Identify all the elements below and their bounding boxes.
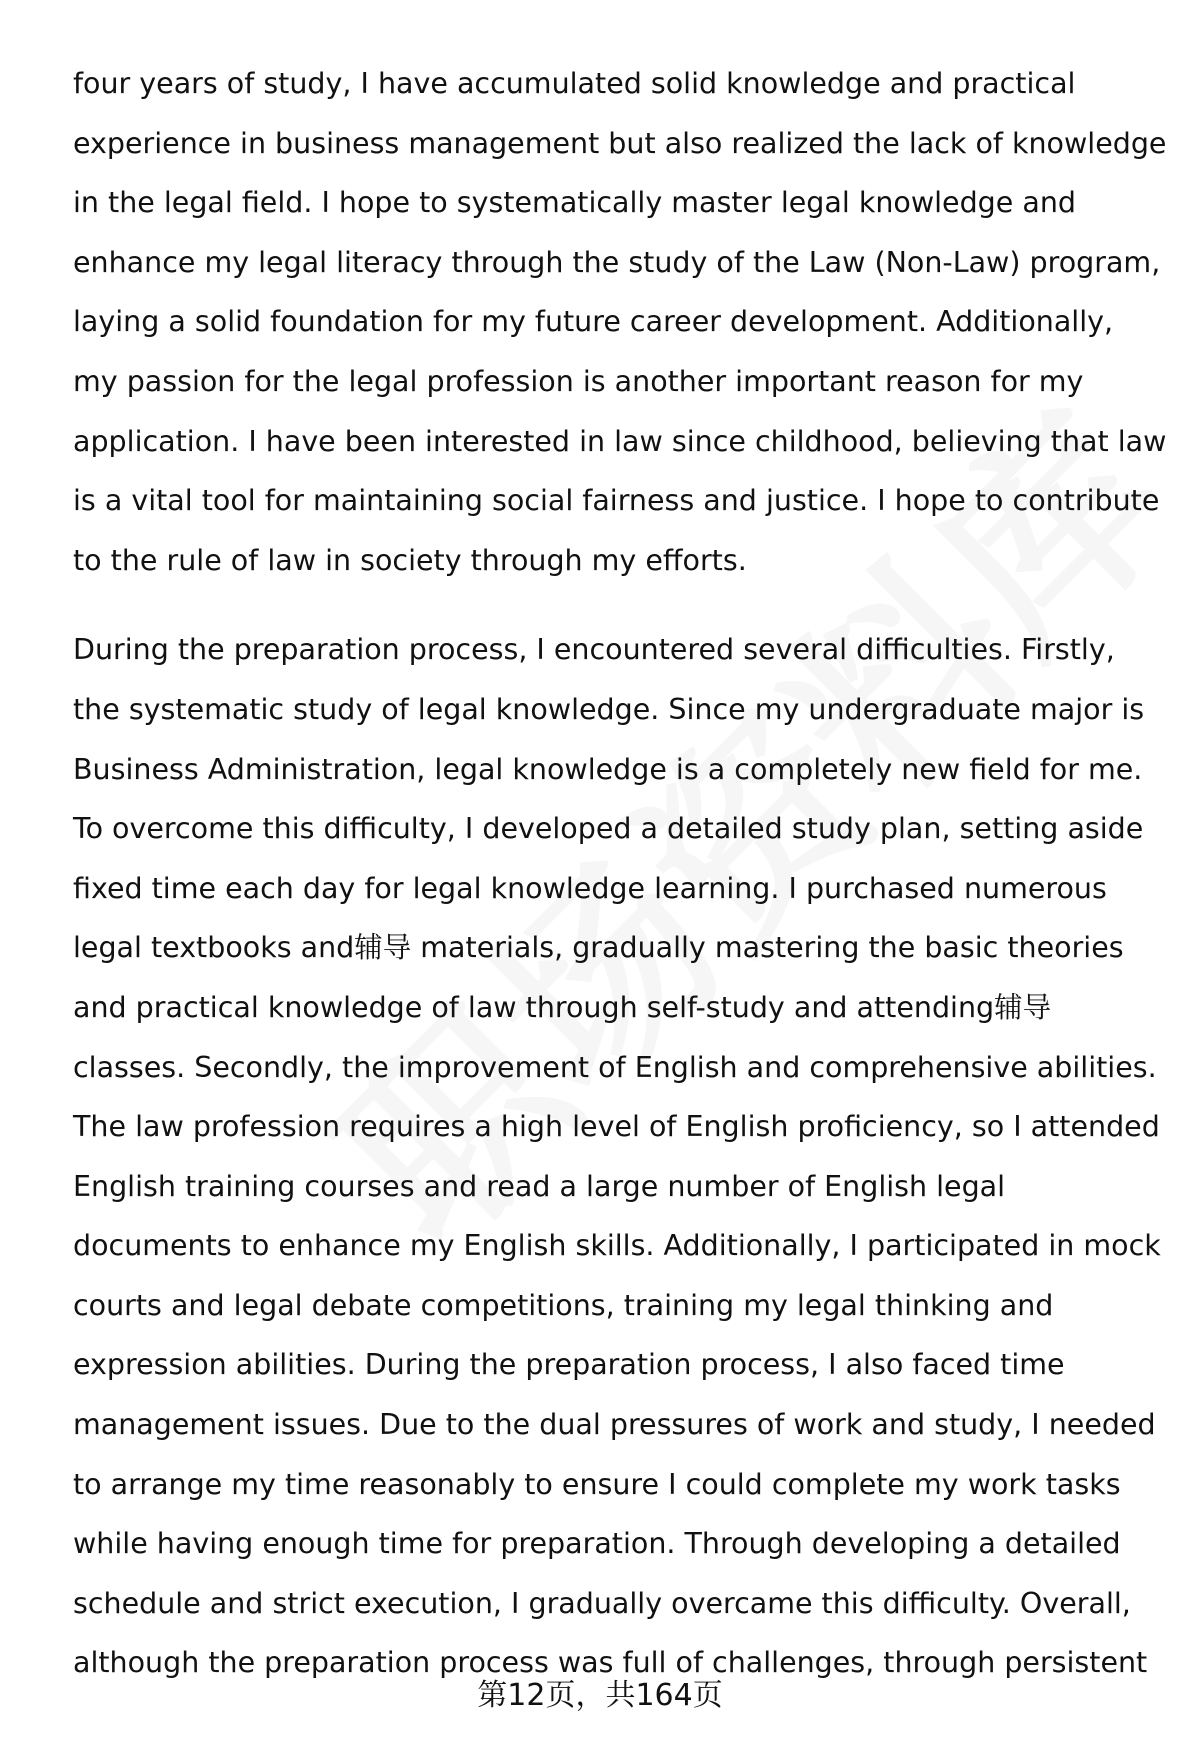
text-line: documents to enhance my English skills. Additionally, I participated in mock bbox=[73, 1229, 1161, 1263]
text-line: To overcome this difficulty, I developed a detailed study plan, setting aside bbox=[73, 812, 1144, 846]
text-line: courts and legal debate competitions, training my legal thinking and bbox=[73, 1288, 1054, 1322]
text-line: and practical knowledge of law through self-study and attending辅导 bbox=[73, 990, 1052, 1024]
text-line: application. I have been interested in law since childhood, believing that law bbox=[73, 424, 1167, 458]
document-body bbox=[73, 54, 1167, 1693]
text-line: although the preparation process was full of challenges, through persistent bbox=[73, 1646, 1148, 1680]
text-line: laying a solid foundation for my future career development. Additionally, bbox=[73, 305, 1114, 339]
text-line: four years of study, I have accumulated solid knowledge and practical bbox=[73, 67, 1076, 100]
text-line: fixed time each day for legal knowledge learning. I purchased numerous bbox=[73, 871, 1107, 905]
text-line: expression abilities. During the preparation process, I also faced time bbox=[73, 1348, 1065, 1382]
paragraph-1 bbox=[73, 54, 1167, 590]
text-line: schedule and strict execution, I gradually overcame this difficulty. Overall, bbox=[73, 1586, 1131, 1620]
paragraph-2 bbox=[73, 620, 1163, 1693]
page-number-footer: 第12页，共164页 bbox=[477, 1678, 723, 1713]
text-line: the systematic study of legal knowledge. Since my undergraduate major is bbox=[73, 692, 1145, 726]
paragraph-spacer bbox=[73, 590, 1163, 620]
text-line: legal textbooks and辅导 materials, gradually mastering the basic theories bbox=[73, 931, 1124, 965]
text-line: my passion for the legal profession is another important reason for my bbox=[73, 364, 1084, 398]
text-line: is a vital tool for maintaining social fairness and justice. I hope to contribute bbox=[73, 484, 1160, 518]
text-line: experience in business management but also realized the lack of knowledge bbox=[73, 126, 1167, 160]
text-line: to arrange my time reasonably to ensure I could complete my work tasks bbox=[73, 1467, 1121, 1501]
text-line: During the preparation process, I encountered several difficulties. Firstly, bbox=[73, 633, 1115, 667]
text-line: while having enough time for preparation. Through developing a detailed bbox=[73, 1527, 1121, 1561]
text-line: to the rule of law in society through my efforts. bbox=[73, 543, 747, 577]
text-line: management issues. Due to the dual pressures of work and study, I needed bbox=[73, 1408, 1156, 1442]
text-line: in the legal field. I hope to systematically master legal knowledge and bbox=[73, 186, 1076, 220]
text-line: The law profession requires a high level of English proficiency, so I attended bbox=[73, 1110, 1160, 1144]
text-line: classes. Secondly, the improvement of English and comprehensive abilities. bbox=[73, 1050, 1157, 1084]
text-line: enhance my legal literacy through the study of the Law (Non-Law) program, bbox=[73, 245, 1161, 279]
text-line: English training courses and read a large number of English legal bbox=[73, 1169, 1006, 1203]
text-line: Business Administration, legal knowledge is a completely new field for me. bbox=[73, 752, 1143, 786]
